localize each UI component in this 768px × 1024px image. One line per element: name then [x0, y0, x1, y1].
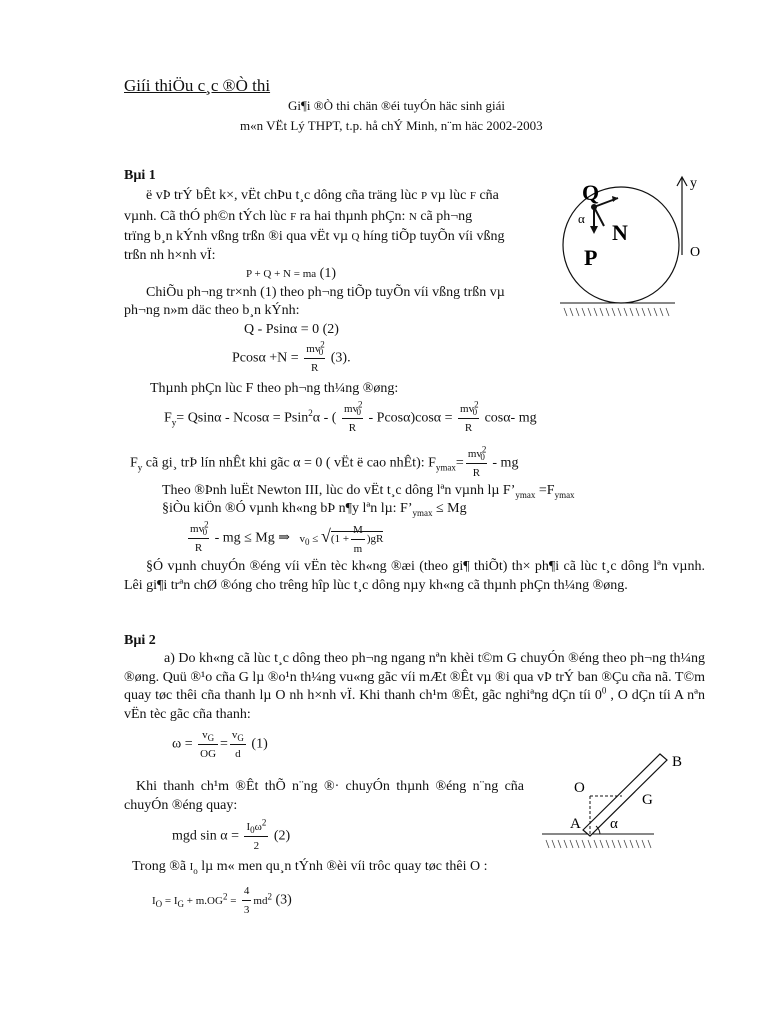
- bai1-para4: $F_y$ cã gi¸ trÞ lín nhÊt khi gãc α = 0 ( vËt ë cao nhÊt): $F_{ymax}=$ $\frac{mv^2_0}{R}$ - mg: [130, 445, 518, 482]
- text: ë vÞ trÝ bÊt k×, vËt chÞu t¸c dông cña träng lùc: [146, 188, 418, 203]
- text: §iÒu kiÖn ®Ó vµnh kh«ng bÞ n¶y lªn lµ: F’: [162, 501, 413, 516]
- equation-4: $F_y= Qsin\alpha - Ncos\alpha = Psin^2\alpha$ - ( $\frac{mv^2_0}{R}$ - Pcosα)cosα = $\frac{mv^2_0}{R}$ cosα- mg: [164, 400, 537, 437]
- bai1-para1-line1: [146, 187, 538, 205]
- ground-hatching: [564, 308, 669, 316]
- section-heading-bai2: Bµi 2: [124, 633, 156, 648]
- label-O: O: [574, 780, 585, 796]
- label-Q: Q: [582, 180, 600, 205]
- document-subtitle-2: m«n VËt Lý THPT, t.p. hå chÝ Minh, n¨m häc 2002-2003: [240, 118, 543, 133]
- label-A: A: [570, 816, 581, 832]
- bai1-para2-line2: ph¬ng n»m däc theo b¸n kÝnh:: [124, 303, 300, 318]
- fraction-4-3: $\frac{4}{3}$: [242, 882, 252, 919]
- text: Trong ®ã: [132, 859, 187, 874]
- eq-tag: (2): [273, 828, 291, 844]
- fraction-I0w2-2: $\frac{I_0\omega^2}{2}$: [246, 817, 267, 852]
- eq-lhs: mgd sin α =: [172, 828, 239, 844]
- bai1-para1-line3: [124, 228, 505, 246]
- eq-lhs: Pcosα +N =: [232, 350, 299, 366]
- label-alpha: α: [578, 211, 585, 226]
- eq-tag: (3): [275, 892, 292, 908]
- text: trïng b¸n kÝnh vßng trßn ®i qua vËt vµ: [124, 229, 349, 244]
- fraction-vG-OG: $\frac{v_G}{OG}$: [198, 726, 218, 763]
- text: - mg ≤ Mg ⇒: [214, 530, 290, 546]
- eq-lhs: P + Q + N = ma: [246, 268, 317, 280]
- text: Theo ®Þnh luËt Newton III, lùc do vËt t¸c dông lªn vµnh lµ F’: [162, 483, 516, 498]
- bai1-para5: Theo ®Þnh luËt Newton III, lùc do vËt t¸c dông lªn vµnh lµ $F’_{ymax} =F_{ymax}$: [162, 483, 575, 500]
- text: cã ph¬ng: [420, 209, 473, 224]
- label-alpha: α: [610, 816, 618, 832]
- bai2-para3: Trong ®ã $I_o$ lµ m« men qu¸n tÝnh ®èi víi trôc quay tøc thêi O :: [132, 859, 488, 876]
- section-heading-bai1: Bµi 1: [124, 168, 156, 183]
- fraction-M-m: [351, 521, 365, 558]
- equation-3: [232, 340, 351, 377]
- eq-tag: (3).: [330, 350, 351, 366]
- label-O: O: [690, 245, 701, 260]
- fraction-vG-d: $\frac{v_G}{d}$: [230, 726, 246, 763]
- fraction-mv2-R: $\frac{mv^2_0}{R}$: [190, 519, 209, 554]
- text: I: [152, 894, 156, 907]
- figure-leaning-rod: [536, 748, 706, 858]
- document-title: Giíi thiÖu c¸c ®Ò thi: [124, 76, 271, 95]
- equation-2: Q - Psinα = 0 (2): [244, 322, 339, 337]
- text: + m.OG: [186, 894, 223, 907]
- text: ≤: [312, 532, 319, 545]
- vector-N: N: [408, 211, 417, 223]
- text: cã gi¸ trÞ lín nhÊt khi gãc α = 0 ( vËt ë cao nhÊt): F: [145, 455, 436, 471]
- vector-F: F: [290, 211, 297, 223]
- bai1-para1-line4: trßn nh h×nh vÏ:: [124, 248, 216, 263]
- eq-tag: (1): [251, 736, 268, 752]
- numerator: M: [351, 521, 365, 540]
- bai1-para3: Thµnh phÇn lùc F theo ph¬ng th¼ng ®øng:: [150, 381, 399, 396]
- text: híng tiÕp tuyÕn víi vßng: [362, 229, 505, 244]
- text: =: [230, 894, 237, 907]
- fraction-mv2-R: $\frac{mv^2_0}{R}$: [467, 444, 487, 479]
- text: v: [299, 532, 305, 545]
- equation-1: [246, 265, 336, 283]
- vector-N-arrow: [594, 207, 604, 226]
- text: = Qsinα - Ncosα = Psin: [176, 410, 309, 426]
- text: - mg: [492, 455, 519, 471]
- label-N: N: [612, 220, 628, 245]
- text: α - (: [312, 410, 337, 426]
- text: md: [253, 894, 268, 907]
- text: F: [130, 455, 138, 471]
- bai2-equation-3: $I_O = I_G + m.OG^2$ = $\frac{4}{3}$ $md^2$ (3): [152, 882, 292, 919]
- equation-5: $\frac{mv^2_0}{R}$ - mg ≤ Mg ⇒ $v_0 \le √(1$ + $\frac{M}{m}$ )gR: [186, 520, 383, 558]
- bai2-para2: Khi thanh ch¹m ®Êt thÕ n¨ng ®· chuyÓn thµnh ®éng n¨ng cña chuyÓn ®éng quay:: [124, 779, 524, 813]
- text: cña: [479, 188, 499, 203]
- bai1-para7: §Ó vµnh chuyÓn ®éng víi vËn tèc kh«ng ®æi (theo gi¶ thiÕt) th× ph¶i cã lùc t¸c dông lªn vµnh. Lêi gi¶i trªn chØ ®óng cho trêng hîp lùc t¸c dông nµy kh«ng cã thµnh phÇn th¼ng ®øng.: [124, 559, 705, 593]
- fraction-mv2-R: $\frac{mv^2_0}{R}$: [304, 340, 325, 377]
- fraction-mv2-R: $\frac{mv^2_0}{R}$: [343, 399, 363, 434]
- bai2-para1: a) Do kh«ng cã lùc t¸c dông theo ph¬ng ngang nªn khèi t©m G chuyÓn ®éng theo ph¬ng th¼ng ®øng. Quü ®¹o cña G lµ ®o¹n th¼ng vu«ng gãc víi mÆt ®Êt vµ ®i qua vÞ trÝ ban ®Çu cña nã. T©m quay tøc thêi cña thanh lµ O nh h×nh vÏ. Khi thanh ch¹m ®Êt, gãc nghiªng dÇn tíi $0^0$ , O dÇn tíi A nªn vËn tèc gãc cña thanh:: [124, 651, 706, 722]
- text: vµ lùc: [430, 188, 467, 203]
- symbol-I0: I: [189, 861, 194, 873]
- bai1-para2-line1: ChiÕu ph¬ng tr×nh (1) theo ph¬ng tiÕp tuyÕn víi vßng trßn vµ: [146, 285, 505, 300]
- text: - Pcosα)cosα =: [368, 410, 453, 426]
- vector-F: F: [469, 190, 476, 202]
- text: =F: [538, 483, 555, 498]
- bai1-para6: §iÒu kiÖn ®Ó vµnh kh«ng bÞ n¶y lªn lµ: $F’_{ymax} \le Mg$: [162, 501, 467, 518]
- numerator: mv: [306, 343, 321, 355]
- label-G: G: [642, 792, 653, 808]
- ring-circle: [563, 187, 679, 303]
- bai2-equation-2: [172, 818, 290, 855]
- eq-tag: (1): [319, 266, 336, 281]
- text: ≤ Mg: [436, 501, 467, 516]
- text: , O dÇn tíi A nªn vËn tèc gãc cña thanh:: [124, 688, 706, 722]
- ground-hatching: [546, 840, 651, 848]
- denominator: m: [353, 542, 363, 555]
- denominator: R: [311, 362, 319, 374]
- text: = I: [164, 894, 178, 907]
- eq-lhs: ω =: [172, 736, 193, 752]
- text: F: [164, 410, 172, 426]
- bai1-para1-line2: [124, 208, 472, 226]
- text: lµ m« men qu¸n tÝnh ®èi víi trôc quay tøc thêi O :: [201, 859, 488, 874]
- vector-P: P: [421, 190, 428, 202]
- text: =: [455, 455, 464, 471]
- label-y: y: [690, 176, 697, 191]
- text: )gR: [366, 532, 384, 545]
- text: vµnh. Cã thÓ ph©n tÝch lùc: [124, 209, 287, 224]
- bai2-equation-1: ω = $\frac{v_G}{OG}$ = $\frac{v_G}{d}$ (1): [172, 726, 268, 763]
- text: (1 +: [330, 532, 350, 545]
- text: cosα- mg: [484, 410, 537, 426]
- text: a) Do kh«ng cã lùc t¸c dông theo ph¬ng ngang nªn khèi t©m G chuyÓn ®éng theo ph¬ng th¼ng ®øng. Quü ®¹o cña G lµ ®o¹n th¼ng vu«ng gãc víi mÆt ®Êt vµ ®i qua vÞ trÝ ban ®Çu cña nã. T©m quay tøc thêi cña thanh lµ O nh h×nh vÏ. Khi thanh ch¹m ®Êt, gãc nghiªng dÇn tíi 0: [124, 651, 705, 703]
- rod: [583, 754, 667, 836]
- fraction-mv2-R: $\frac{mv^2_0}{R}$: [460, 399, 479, 434]
- label-B: B: [672, 754, 683, 770]
- text: ra hai thµnh phÇn:: [299, 209, 406, 224]
- vector-Q: Q: [351, 231, 360, 243]
- document-subtitle-1: Gi¶i ®Ò thi chän ®éi tuyÓn häc sinh giái: [288, 98, 505, 113]
- figure-ring-forces: [550, 170, 710, 330]
- label-P: P: [584, 245, 598, 270]
